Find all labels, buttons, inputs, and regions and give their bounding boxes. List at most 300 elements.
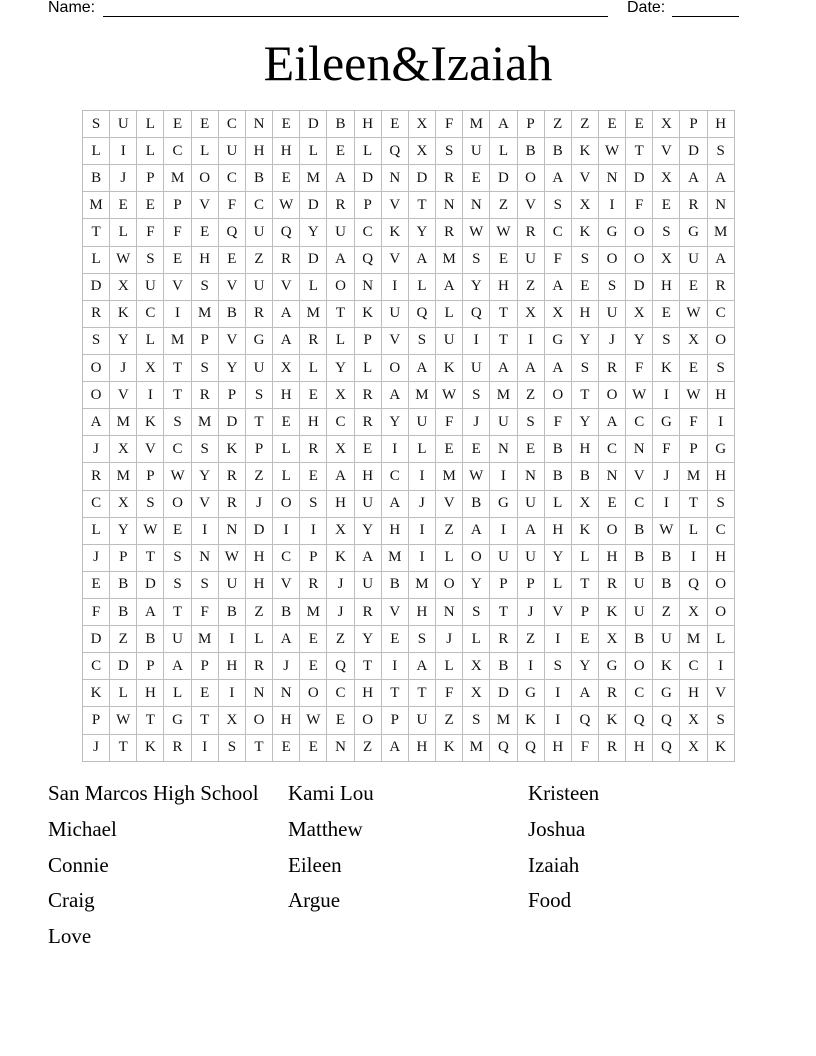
- grid-cell[interactable]: H: [708, 545, 735, 572]
- grid-cell[interactable]: E: [572, 626, 599, 653]
- grid-cell[interactable]: B: [518, 138, 545, 165]
- grid-cell[interactable]: I: [219, 626, 246, 653]
- grid-cell[interactable]: I: [300, 518, 327, 545]
- grid-cell[interactable]: M: [382, 545, 409, 572]
- grid-cell[interactable]: T: [490, 301, 517, 328]
- grid-cell[interactable]: O: [300, 680, 327, 707]
- grid-cell[interactable]: S: [708, 707, 735, 734]
- grid-cell[interactable]: B: [219, 599, 246, 626]
- grid-cell[interactable]: S: [192, 355, 219, 382]
- grid-cell[interactable]: J: [83, 436, 110, 463]
- grid-cell[interactable]: F: [192, 599, 219, 626]
- grid-cell[interactable]: C: [382, 463, 409, 490]
- grid-cell[interactable]: A: [409, 653, 436, 680]
- grid-cell[interactable]: E: [355, 436, 382, 463]
- grid-cell[interactable]: Q: [572, 707, 599, 734]
- grid-cell[interactable]: L: [545, 572, 572, 599]
- grid-cell[interactable]: Y: [327, 355, 354, 382]
- grid-cell[interactable]: A: [708, 165, 735, 192]
- grid-cell[interactable]: S: [708, 138, 735, 165]
- grid-cell[interactable]: V: [192, 491, 219, 518]
- grid-cell[interactable]: I: [409, 518, 436, 545]
- grid-cell[interactable]: W: [219, 545, 246, 572]
- grid-cell[interactable]: S: [246, 382, 273, 409]
- grid-cell[interactable]: A: [545, 274, 572, 301]
- grid-cell[interactable]: U: [355, 572, 382, 599]
- grid-cell[interactable]: S: [219, 735, 246, 762]
- grid-cell[interactable]: H: [137, 680, 164, 707]
- grid-cell[interactable]: E: [572, 274, 599, 301]
- grid-cell[interactable]: G: [653, 680, 680, 707]
- grid-cell[interactable]: U: [246, 274, 273, 301]
- grid-cell[interactable]: B: [83, 165, 110, 192]
- grid-cell[interactable]: N: [355, 274, 382, 301]
- grid-cell[interactable]: O: [83, 382, 110, 409]
- grid-cell[interactable]: D: [83, 626, 110, 653]
- grid-cell[interactable]: A: [273, 626, 300, 653]
- grid-cell[interactable]: W: [653, 518, 680, 545]
- grid-cell[interactable]: U: [490, 409, 517, 436]
- grid-cell[interactable]: J: [599, 328, 626, 355]
- grid-cell[interactable]: E: [680, 274, 707, 301]
- grid-cell[interactable]: C: [626, 409, 653, 436]
- grid-cell[interactable]: P: [246, 436, 273, 463]
- grid-cell[interactable]: A: [273, 328, 300, 355]
- grid-cell[interactable]: N: [708, 192, 735, 219]
- grid-cell[interactable]: B: [273, 599, 300, 626]
- name-blank-line[interactable]: [103, 16, 608, 17]
- grid-cell[interactable]: U: [518, 545, 545, 572]
- grid-cell[interactable]: B: [626, 518, 653, 545]
- grid-cell[interactable]: E: [463, 436, 490, 463]
- grid-cell[interactable]: D: [110, 653, 137, 680]
- grid-cell[interactable]: H: [708, 111, 735, 138]
- grid-cell[interactable]: L: [137, 111, 164, 138]
- grid-cell[interactable]: X: [572, 192, 599, 219]
- grid-cell[interactable]: Y: [355, 518, 382, 545]
- grid-cell[interactable]: Q: [653, 735, 680, 762]
- grid-cell[interactable]: G: [599, 653, 626, 680]
- grid-cell[interactable]: E: [273, 735, 300, 762]
- grid-cell[interactable]: H: [572, 301, 599, 328]
- grid-cell[interactable]: M: [110, 409, 137, 436]
- grid-cell[interactable]: B: [382, 572, 409, 599]
- grid-cell[interactable]: J: [327, 599, 354, 626]
- grid-cell[interactable]: R: [599, 735, 626, 762]
- grid-cell[interactable]: V: [219, 328, 246, 355]
- grid-cell[interactable]: O: [83, 355, 110, 382]
- grid-cell[interactable]: A: [327, 165, 354, 192]
- grid-cell[interactable]: I: [192, 518, 219, 545]
- grid-cell[interactable]: H: [246, 545, 273, 572]
- grid-cell[interactable]: S: [545, 653, 572, 680]
- grid-cell[interactable]: L: [300, 355, 327, 382]
- grid-cell[interactable]: D: [680, 138, 707, 165]
- grid-cell[interactable]: L: [83, 247, 110, 274]
- grid-cell[interactable]: O: [626, 653, 653, 680]
- grid-cell[interactable]: R: [246, 301, 273, 328]
- grid-cell[interactable]: T: [572, 382, 599, 409]
- grid-cell[interactable]: G: [708, 436, 735, 463]
- grid-cell[interactable]: S: [599, 274, 626, 301]
- grid-cell[interactable]: E: [518, 436, 545, 463]
- grid-cell[interactable]: V: [518, 192, 545, 219]
- grid-cell[interactable]: R: [300, 328, 327, 355]
- grid-cell[interactable]: O: [518, 165, 545, 192]
- grid-cell[interactable]: R: [219, 491, 246, 518]
- grid-cell[interactable]: N: [382, 165, 409, 192]
- grid-cell[interactable]: A: [164, 653, 191, 680]
- grid-cell[interactable]: E: [382, 111, 409, 138]
- grid-cell[interactable]: T: [246, 409, 273, 436]
- grid-cell[interactable]: I: [164, 301, 191, 328]
- grid-cell[interactable]: R: [246, 653, 273, 680]
- grid-cell[interactable]: R: [355, 409, 382, 436]
- grid-cell[interactable]: T: [490, 328, 517, 355]
- grid-cell[interactable]: L: [110, 680, 137, 707]
- grid-cell[interactable]: K: [572, 138, 599, 165]
- grid-cell[interactable]: Q: [409, 301, 436, 328]
- grid-cell[interactable]: R: [490, 626, 517, 653]
- grid-cell[interactable]: E: [83, 572, 110, 599]
- grid-cell[interactable]: V: [382, 328, 409, 355]
- grid-cell[interactable]: X: [626, 301, 653, 328]
- grid-cell[interactable]: I: [545, 707, 572, 734]
- grid-cell[interactable]: I: [490, 518, 517, 545]
- grid-cell[interactable]: I: [518, 328, 545, 355]
- grid-cell[interactable]: Y: [572, 409, 599, 436]
- grid-cell[interactable]: K: [653, 355, 680, 382]
- grid-cell[interactable]: H: [680, 680, 707, 707]
- grid-cell[interactable]: P: [355, 192, 382, 219]
- grid-cell[interactable]: U: [490, 545, 517, 572]
- grid-cell[interactable]: I: [518, 653, 545, 680]
- grid-cell[interactable]: G: [490, 491, 517, 518]
- grid-cell[interactable]: E: [300, 735, 327, 762]
- grid-cell[interactable]: O: [626, 219, 653, 246]
- grid-cell[interactable]: E: [463, 165, 490, 192]
- grid-cell[interactable]: Z: [246, 247, 273, 274]
- grid-cell[interactable]: X: [327, 518, 354, 545]
- grid-cell[interactable]: H: [545, 518, 572, 545]
- grid-cell[interactable]: O: [708, 572, 735, 599]
- grid-cell[interactable]: A: [382, 382, 409, 409]
- grid-cell[interactable]: N: [219, 518, 246, 545]
- grid-cell[interactable]: X: [327, 436, 354, 463]
- grid-cell[interactable]: U: [219, 572, 246, 599]
- grid-cell[interactable]: Z: [572, 111, 599, 138]
- grid-cell[interactable]: S: [463, 247, 490, 274]
- grid-cell[interactable]: P: [137, 653, 164, 680]
- grid-cell[interactable]: M: [110, 463, 137, 490]
- grid-cell[interactable]: V: [273, 274, 300, 301]
- grid-cell[interactable]: S: [436, 138, 463, 165]
- grid-cell[interactable]: J: [83, 735, 110, 762]
- grid-cell[interactable]: F: [436, 680, 463, 707]
- grid-cell[interactable]: H: [409, 599, 436, 626]
- grid-cell[interactable]: T: [164, 382, 191, 409]
- grid-cell[interactable]: Y: [192, 463, 219, 490]
- grid-cell[interactable]: J: [653, 463, 680, 490]
- grid-cell[interactable]: A: [382, 735, 409, 762]
- grid-cell[interactable]: A: [708, 247, 735, 274]
- grid-cell[interactable]: T: [409, 192, 436, 219]
- grid-cell[interactable]: J: [436, 626, 463, 653]
- grid-cell[interactable]: E: [653, 192, 680, 219]
- grid-cell[interactable]: K: [653, 653, 680, 680]
- grid-cell[interactable]: A: [463, 518, 490, 545]
- grid-cell[interactable]: V: [110, 382, 137, 409]
- grid-cell[interactable]: D: [626, 274, 653, 301]
- grid-cell[interactable]: O: [599, 382, 626, 409]
- grid-cell[interactable]: K: [355, 301, 382, 328]
- grid-cell[interactable]: E: [599, 491, 626, 518]
- grid-cell[interactable]: L: [137, 138, 164, 165]
- grid-cell[interactable]: B: [545, 138, 572, 165]
- grid-cell[interactable]: U: [463, 355, 490, 382]
- grid-cell[interactable]: A: [518, 355, 545, 382]
- grid-cell[interactable]: M: [300, 165, 327, 192]
- grid-cell[interactable]: A: [409, 247, 436, 274]
- grid-cell[interactable]: U: [219, 138, 246, 165]
- grid-cell[interactable]: D: [219, 409, 246, 436]
- grid-cell[interactable]: R: [164, 735, 191, 762]
- grid-cell[interactable]: T: [382, 680, 409, 707]
- grid-cell[interactable]: P: [192, 328, 219, 355]
- grid-cell[interactable]: E: [300, 463, 327, 490]
- grid-cell[interactable]: L: [300, 274, 327, 301]
- grid-cell[interactable]: H: [409, 735, 436, 762]
- grid-cell[interactable]: E: [490, 247, 517, 274]
- grid-cell[interactable]: I: [192, 735, 219, 762]
- grid-cell[interactable]: O: [545, 382, 572, 409]
- grid-cell[interactable]: N: [436, 192, 463, 219]
- grid-cell[interactable]: T: [572, 572, 599, 599]
- grid-cell[interactable]: S: [83, 111, 110, 138]
- grid-cell[interactable]: T: [83, 219, 110, 246]
- grid-cell[interactable]: A: [545, 165, 572, 192]
- grid-cell[interactable]: E: [327, 707, 354, 734]
- grid-cell[interactable]: W: [463, 219, 490, 246]
- grid-cell[interactable]: H: [355, 680, 382, 707]
- grid-cell[interactable]: H: [490, 274, 517, 301]
- grid-cell[interactable]: S: [708, 491, 735, 518]
- grid-cell[interactable]: E: [273, 409, 300, 436]
- grid-cell[interactable]: S: [192, 274, 219, 301]
- grid-cell[interactable]: A: [355, 545, 382, 572]
- grid-cell[interactable]: D: [490, 165, 517, 192]
- grid-cell[interactable]: X: [409, 138, 436, 165]
- grid-cell[interactable]: H: [273, 138, 300, 165]
- grid-cell[interactable]: O: [192, 165, 219, 192]
- grid-cell[interactable]: M: [192, 301, 219, 328]
- grid-cell[interactable]: D: [626, 165, 653, 192]
- grid-cell[interactable]: R: [518, 219, 545, 246]
- grid-cell[interactable]: Q: [518, 735, 545, 762]
- grid-cell[interactable]: R: [273, 247, 300, 274]
- grid-cell[interactable]: I: [409, 545, 436, 572]
- grid-cell[interactable]: F: [680, 409, 707, 436]
- grid-cell[interactable]: U: [409, 707, 436, 734]
- grid-cell[interactable]: R: [436, 165, 463, 192]
- grid-cell[interactable]: I: [680, 545, 707, 572]
- grid-cell[interactable]: Y: [110, 518, 137, 545]
- grid-cell[interactable]: X: [110, 491, 137, 518]
- grid-cell[interactable]: Q: [626, 707, 653, 734]
- grid-cell[interactable]: B: [327, 111, 354, 138]
- grid-cell[interactable]: Y: [572, 328, 599, 355]
- grid-cell[interactable]: S: [164, 545, 191, 572]
- grid-cell[interactable]: K: [708, 735, 735, 762]
- grid-cell[interactable]: K: [382, 219, 409, 246]
- grid-cell[interactable]: Z: [545, 111, 572, 138]
- grid-cell[interactable]: A: [680, 165, 707, 192]
- grid-cell[interactable]: S: [463, 382, 490, 409]
- grid-cell[interactable]: E: [273, 111, 300, 138]
- grid-cell[interactable]: V: [653, 138, 680, 165]
- grid-cell[interactable]: N: [327, 735, 354, 762]
- grid-cell[interactable]: C: [83, 491, 110, 518]
- grid-cell[interactable]: W: [164, 463, 191, 490]
- grid-cell[interactable]: E: [219, 247, 246, 274]
- grid-cell[interactable]: P: [518, 572, 545, 599]
- grid-cell[interactable]: F: [436, 409, 463, 436]
- grid-cell[interactable]: S: [463, 599, 490, 626]
- grid-cell[interactable]: T: [192, 707, 219, 734]
- grid-cell[interactable]: L: [192, 138, 219, 165]
- grid-cell[interactable]: U: [626, 572, 653, 599]
- grid-cell[interactable]: C: [164, 138, 191, 165]
- grid-cell[interactable]: S: [409, 626, 436, 653]
- grid-cell[interactable]: Z: [436, 518, 463, 545]
- grid-cell[interactable]: U: [599, 301, 626, 328]
- grid-cell[interactable]: P: [572, 599, 599, 626]
- grid-cell[interactable]: N: [490, 436, 517, 463]
- grid-cell[interactable]: U: [680, 247, 707, 274]
- grid-cell[interactable]: H: [355, 111, 382, 138]
- grid-cell[interactable]: M: [300, 599, 327, 626]
- grid-cell[interactable]: P: [300, 545, 327, 572]
- grid-cell[interactable]: E: [164, 518, 191, 545]
- grid-cell[interactable]: P: [137, 165, 164, 192]
- grid-cell[interactable]: H: [599, 545, 626, 572]
- grid-cell[interactable]: P: [110, 545, 137, 572]
- grid-cell[interactable]: C: [599, 436, 626, 463]
- grid-cell[interactable]: Q: [219, 219, 246, 246]
- grid-cell[interactable]: L: [300, 138, 327, 165]
- grid-cell[interactable]: E: [192, 680, 219, 707]
- grid-cell[interactable]: C: [327, 680, 354, 707]
- grid-cell[interactable]: M: [436, 463, 463, 490]
- grid-cell[interactable]: L: [355, 355, 382, 382]
- grid-cell[interactable]: R: [219, 463, 246, 490]
- grid-cell[interactable]: C: [327, 409, 354, 436]
- grid-cell[interactable]: Q: [355, 247, 382, 274]
- grid-cell[interactable]: D: [355, 165, 382, 192]
- grid-cell[interactable]: G: [518, 680, 545, 707]
- grid-cell[interactable]: C: [708, 518, 735, 545]
- grid-cell[interactable]: A: [599, 409, 626, 436]
- grid-cell[interactable]: D: [300, 247, 327, 274]
- grid-cell[interactable]: X: [327, 382, 354, 409]
- grid-cell[interactable]: E: [382, 626, 409, 653]
- grid-cell[interactable]: Y: [300, 219, 327, 246]
- grid-cell[interactable]: C: [626, 680, 653, 707]
- grid-cell[interactable]: C: [219, 165, 246, 192]
- grid-cell[interactable]: Y: [409, 219, 436, 246]
- grid-cell[interactable]: J: [518, 599, 545, 626]
- grid-cell[interactable]: A: [490, 111, 517, 138]
- grid-cell[interactable]: O: [273, 491, 300, 518]
- grid-cell[interactable]: R: [708, 274, 735, 301]
- grid-cell[interactable]: Q: [463, 301, 490, 328]
- grid-cell[interactable]: A: [409, 355, 436, 382]
- grid-cell[interactable]: X: [518, 301, 545, 328]
- grid-cell[interactable]: F: [219, 192, 246, 219]
- grid-cell[interactable]: A: [327, 247, 354, 274]
- grid-cell[interactable]: K: [137, 735, 164, 762]
- grid-cell[interactable]: U: [409, 409, 436, 436]
- grid-cell[interactable]: N: [599, 165, 626, 192]
- grid-cell[interactable]: L: [409, 274, 436, 301]
- grid-cell[interactable]: S: [137, 247, 164, 274]
- grid-cell[interactable]: F: [545, 247, 572, 274]
- grid-cell[interactable]: K: [599, 599, 626, 626]
- grid-cell[interactable]: V: [382, 247, 409, 274]
- grid-cell[interactable]: I: [382, 274, 409, 301]
- grid-cell[interactable]: W: [599, 138, 626, 165]
- grid-cell[interactable]: J: [110, 355, 137, 382]
- grid-cell[interactable]: U: [626, 599, 653, 626]
- grid-cell[interactable]: X: [572, 491, 599, 518]
- grid-cell[interactable]: M: [680, 463, 707, 490]
- grid-cell[interactable]: D: [300, 192, 327, 219]
- grid-cell[interactable]: V: [273, 572, 300, 599]
- grid-cell[interactable]: R: [599, 680, 626, 707]
- grid-cell[interactable]: I: [545, 626, 572, 653]
- grid-cell[interactable]: X: [110, 274, 137, 301]
- grid-cell[interactable]: L: [572, 545, 599, 572]
- grid-cell[interactable]: B: [626, 626, 653, 653]
- grid-cell[interactable]: L: [708, 626, 735, 653]
- grid-cell[interactable]: Z: [518, 274, 545, 301]
- grid-cell[interactable]: U: [653, 626, 680, 653]
- grid-cell[interactable]: V: [219, 274, 246, 301]
- grid-cell[interactable]: P: [164, 192, 191, 219]
- grid-cell[interactable]: F: [83, 599, 110, 626]
- grid-cell[interactable]: G: [653, 409, 680, 436]
- grid-cell[interactable]: R: [599, 572, 626, 599]
- grid-cell[interactable]: Y: [110, 328, 137, 355]
- grid-cell[interactable]: A: [518, 518, 545, 545]
- grid-cell[interactable]: E: [300, 653, 327, 680]
- grid-cell[interactable]: Q: [327, 653, 354, 680]
- grid-cell[interactable]: U: [355, 491, 382, 518]
- grid-cell[interactable]: L: [436, 301, 463, 328]
- grid-cell[interactable]: H: [708, 463, 735, 490]
- grid-cell[interactable]: J: [110, 165, 137, 192]
- grid-cell[interactable]: I: [382, 653, 409, 680]
- grid-cell[interactable]: Z: [518, 626, 545, 653]
- grid-cell[interactable]: E: [327, 138, 354, 165]
- grid-cell[interactable]: R: [355, 382, 382, 409]
- grid-cell[interactable]: J: [246, 491, 273, 518]
- grid-cell[interactable]: H: [382, 518, 409, 545]
- grid-cell[interactable]: T: [490, 599, 517, 626]
- grid-cell[interactable]: M: [409, 382, 436, 409]
- grid-cell[interactable]: K: [518, 707, 545, 734]
- grid-cell[interactable]: M: [83, 192, 110, 219]
